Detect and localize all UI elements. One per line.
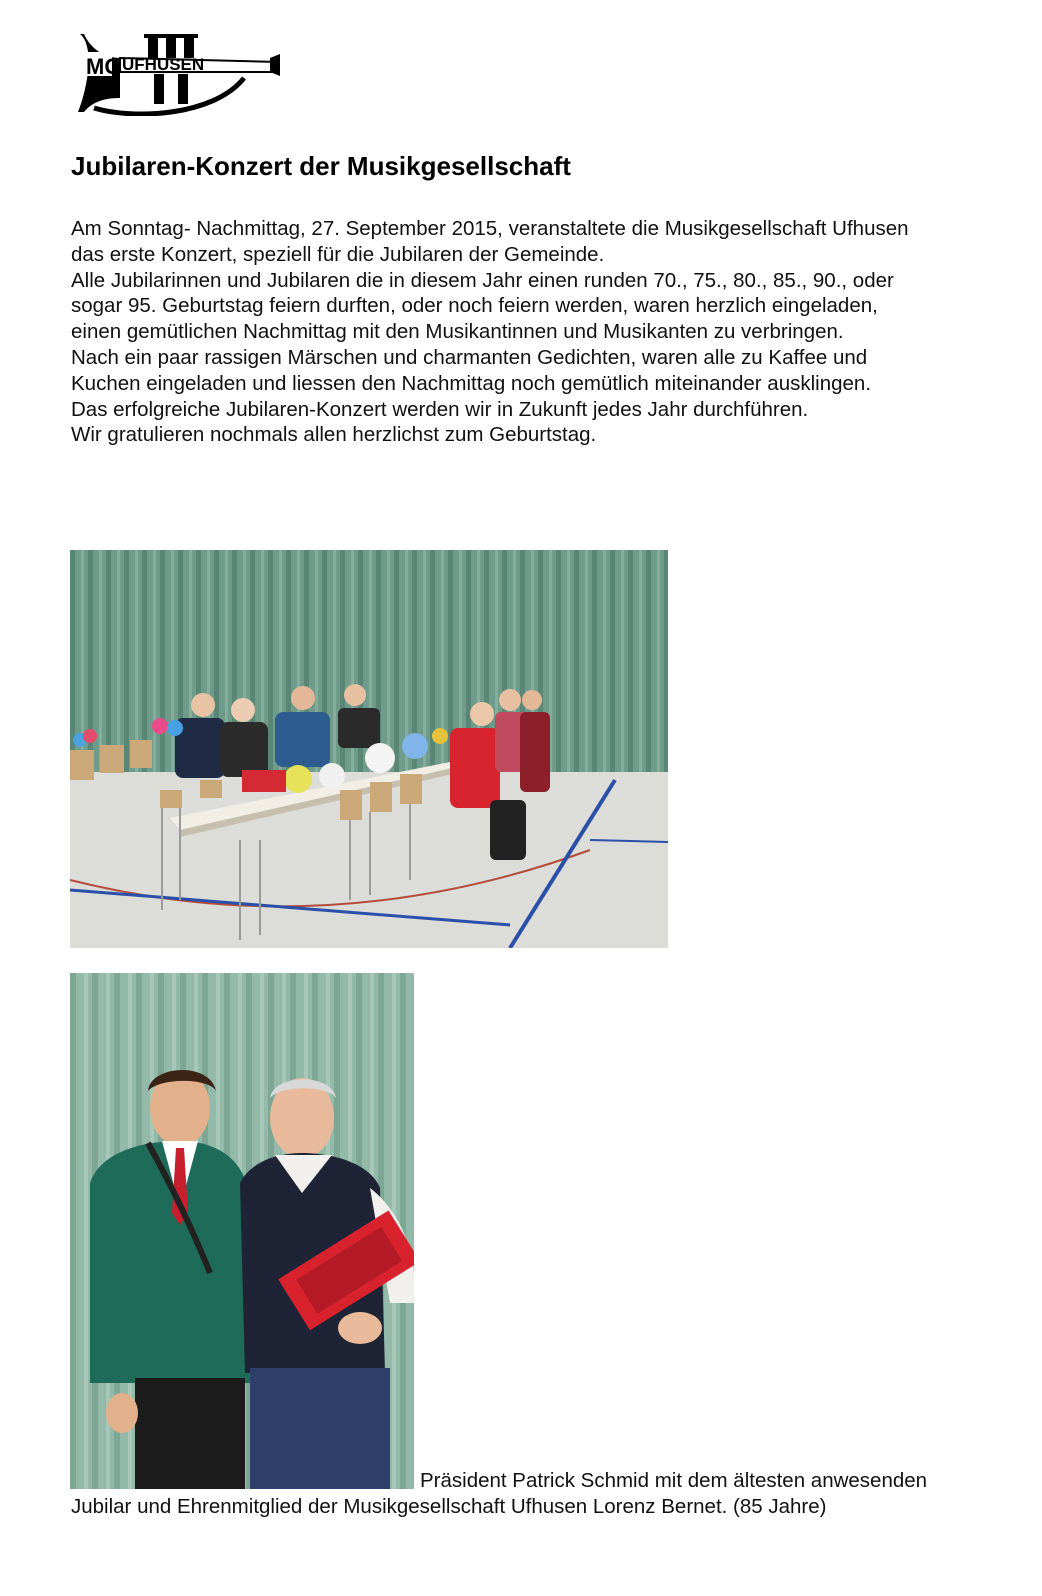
photo-caption-line-2: Jubilar und Ehrenmitglied der Musikgesellschaft Ufhusen Lorenz Bernet. (85 Jahre) (71, 1495, 827, 1518)
body-line: einen gemütlichen Nachmittag mit den Musikantinnen und Musikanten zu verbringen. (71, 320, 844, 344)
mg-ufhusen-logo (74, 28, 280, 116)
body-line: Nach ein paar rassigen Märschen und charmanten Gedichten, waren alle zu Kaffee und (71, 345, 868, 369)
body-line: Alle Jubilarinnen und Jubilaren die in diesem Jahr einen runden 70., 75., 80., 85., 90., oder (71, 268, 894, 292)
trumpet-logo-icon (74, 28, 280, 116)
body-line: Kuchen eingeladen und liessen den Nachmittag noch gemütlich miteinander ausklingen. (71, 371, 872, 395)
article-title: Jubilaren-Konzert der Musikgesellschaft (71, 151, 571, 181)
portrait-photo-icon (70, 973, 414, 1489)
body-line: Wir gratulieren nochmals allen herzlichst zum Geburtstag. (71, 423, 597, 447)
concert-hall-photo (70, 550, 668, 948)
body-line: das erste Konzert, speziell für die Jubilaren der Gemeinde. (71, 242, 605, 266)
body-line: sogar 95. Geburtstag feiern durften, oder noch feiern werden, waren herzlich eingeladen, (71, 294, 878, 318)
article-body (71, 216, 1011, 448)
portrait-photo (70, 973, 414, 1489)
photo-caption-line-1: Präsident Patrick Schmid mit dem ältesten anwesenden (420, 1469, 928, 1492)
logo-name-text: UFHUSEN (122, 55, 205, 74)
body-line: Am Sonntag- Nachmittag, 27. September 2015, veranstaltete die Musikgesellschaft Ufhusen (71, 217, 909, 240)
logo-mg-text: MG (86, 54, 122, 79)
concert-hall-photo-icon (70, 550, 668, 948)
body-line: Das erfolgreiche Jubilaren-Konzert werden wir in Zukunft jedes Jahr durchführen. (71, 397, 809, 421)
